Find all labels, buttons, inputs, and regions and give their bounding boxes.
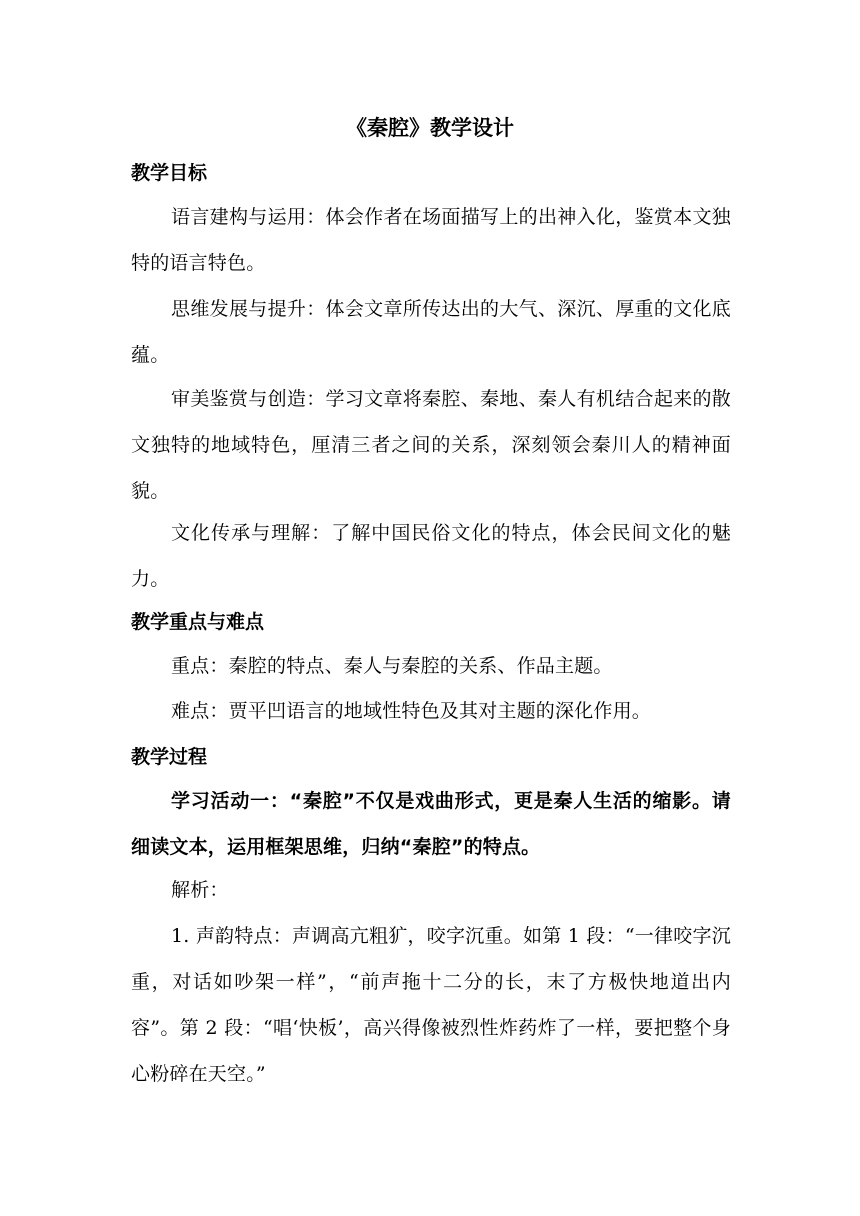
objective-paragraph-culture: 文化传承与理解：了解中国民俗文化的特点，体会民间文化的魅力。 <box>131 522 731 590</box>
learning-activity-one: 学习活动一：“秦腔”不仅是戏曲形式，更是秦人生活的缩影。请细读文本，运用框架思维，归纳“秦腔”的特点。 <box>131 790 731 858</box>
analysis-label: 解析： <box>171 879 229 901</box>
objective-paragraph-language: 语言建构与运用：体会作者在场面描写上的出神入化，鉴赏本文独特的语言特色。 <box>131 206 731 274</box>
objective-paragraph-aesthetics: 审美鉴赏与创造：学习文章将秦腔、秦地、秦人有机结合起来的散文独特的地域特色，厘清三者之间的关系，深刻领会秦川人的精神面貌。 <box>131 388 731 502</box>
section-heading-objectives: 教学目标 <box>131 162 208 184</box>
section-heading-process: 教学过程 <box>131 746 208 768</box>
key-point-paragraph-difficulty: 难点：贾平凹语言的地域性特色及其对主题的深化作用。 <box>171 700 652 722</box>
key-point-paragraph-focus: 重点：秦腔的特点、秦人与秦腔的关系、作品主题。 <box>171 655 613 677</box>
analysis-item-voice: 1. 声韵特点：声调高亢粗犷，咬字沉重。如第 1 段：“一律咬字沉重，对话如吵架一样”，“前声拖十二分的长，末了方极快地道出内容”。第 2 段：“唱‘快板’，高兴得像被烈性炸药炸了一样，要把整个身心粉碎在天空。” <box>131 925 731 1085</box>
objective-paragraph-thinking: 思维发展与提升：体会文章所传达出的大气、深沉、厚重的文化底蕴。 <box>131 298 731 366</box>
document-title: 《秦腔》教学设计 <box>346 116 514 140</box>
section-heading-key-points: 教学重点与难点 <box>131 611 265 633</box>
